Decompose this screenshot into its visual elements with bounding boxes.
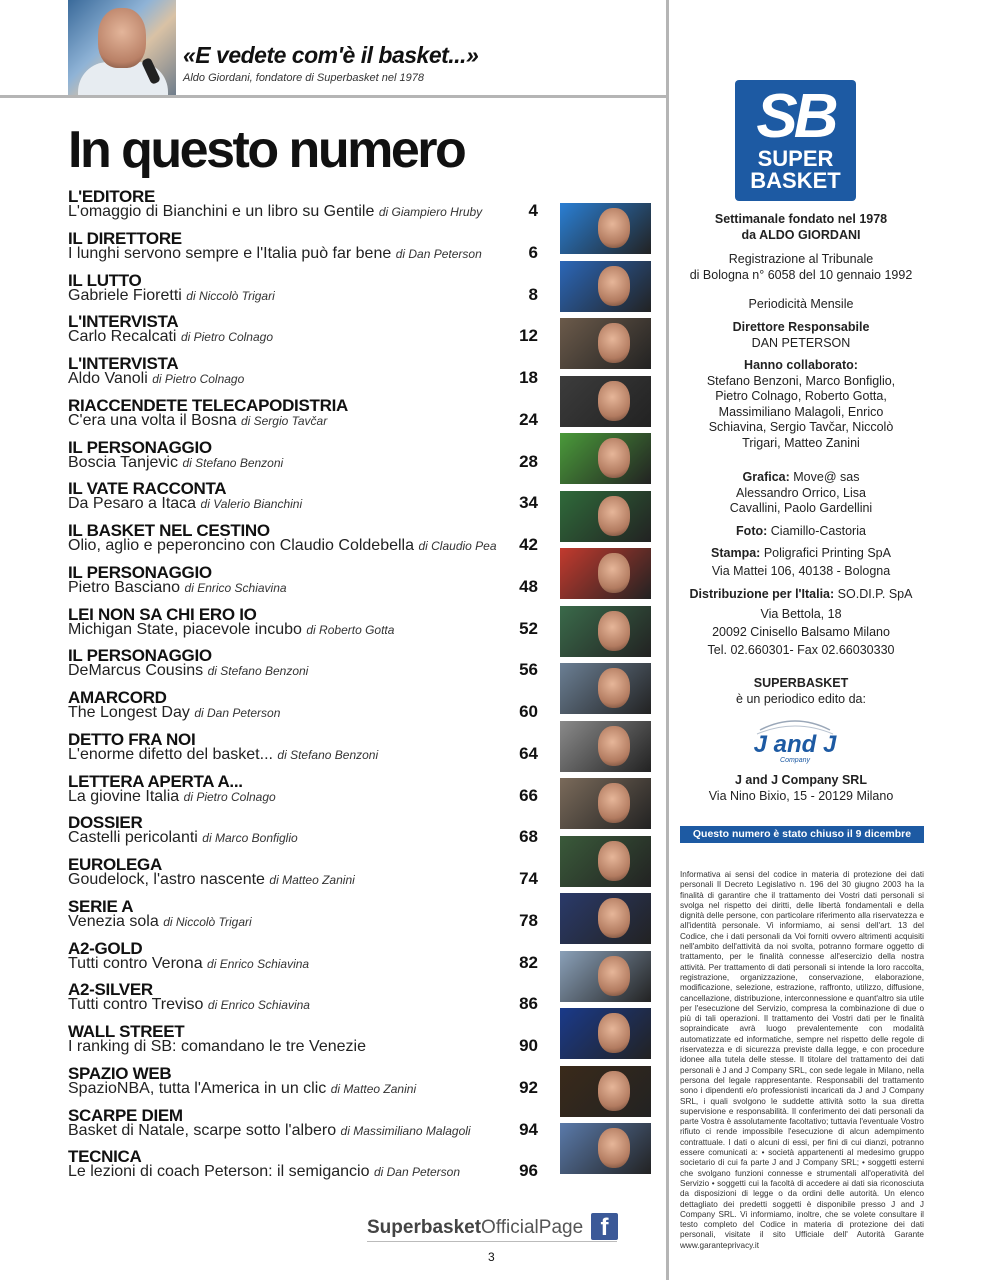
article-thumbnail: [560, 893, 651, 944]
toc-page-number: 78: [519, 910, 538, 930]
distrib-addr2: 20092 Cinisello Balsamo Milano: [712, 625, 890, 639]
toc-headline: Castelli pericolanti: [68, 829, 198, 847]
logo-line2: BASKET: [750, 168, 841, 193]
toc-section: IL VATE RACCONTA: [68, 479, 227, 499]
toc-page-number: 96: [519, 1161, 538, 1181]
toc-section: LETTERA APERTA A...: [68, 771, 243, 791]
jj-logo-text: J and J: [753, 731, 837, 758]
distrib-tel: Tel. 02.660301- Fax 02.66030330: [707, 643, 895, 657]
toc-headline: Venezia sola: [68, 912, 159, 930]
toc-headline-line: [68, 1122, 471, 1140]
toc-headline-line: [68, 287, 275, 305]
header-quote-attribution: Aldo Giordani, fondatore di Superbasket nel 1978: [183, 72, 424, 84]
toc-headline-line: [68, 621, 394, 639]
publisher-line: è un periodico edito da:: [736, 691, 866, 706]
stampa-value: Poligrafici Printing SpA: [763, 546, 891, 560]
toc-section: SCARPE DIEM: [68, 1105, 183, 1125]
colophon-periodicity: Periodicità Mensile: [748, 297, 854, 311]
toc-author: di Marco Bonfiglio: [202, 831, 298, 846]
toc-author: di Pietro Colnago: [152, 372, 245, 386]
facebook-label-rest: OfficialPage: [481, 1217, 584, 1238]
jj-logo-sub: Company: [780, 757, 810, 764]
toc-page-number: 74: [519, 869, 538, 888]
distrib-addr1: Via Bettola, 18: [760, 607, 842, 621]
toc-author: di Pietro Colnago: [180, 330, 273, 345]
article-thumbnail: [560, 836, 651, 887]
header-quote: «E vedete com'è il basket...»: [183, 42, 479, 68]
toc-author: di Stefano Benzoni: [207, 664, 309, 679]
grafica-people: Alessandro Orrico, Lisa Cavallini, Paolo Gardellini: [729, 485, 873, 515]
colophon-collaborators: [680, 358, 922, 451]
toc-headline: L'omaggio di Bianchini e un libro su Gentile: [68, 203, 375, 220]
toc-headline: Boscia Tanjevic: [68, 453, 178, 471]
grafica-label: Grafica:: [742, 470, 790, 484]
founded-text: Settimanale fondato nel 1978: [714, 212, 888, 226]
toc-headline: Olio, aglio e peperoncino con Claudio Coldebella: [68, 537, 415, 554]
colophon-director: [680, 320, 922, 351]
toc-author: di Enrico Schiavina: [207, 998, 310, 1013]
toc-headline-line: [68, 495, 302, 513]
toc-headline-line: [68, 829, 298, 847]
toc-page-number: 52: [519, 618, 538, 638]
distrib-label: Distribuzione per l'Italia:: [689, 587, 835, 601]
toc-headline: C'era una volta il Bosna: [68, 411, 237, 429]
article-thumbnail: [560, 1008, 651, 1059]
collab-names: Stefano Benzoni, Marco Bonfiglio, Pietro Colnago, Roberto Gotta, Massimiliano Malagoli, Enrico Schiavina, Sergio Tavčar, Niccolò Trigari, Matteo Zanini: [706, 373, 896, 450]
toc-author: di Matteo Zanini: [269, 873, 355, 887]
toc-section: IL LUTTO: [68, 270, 142, 290]
page-title: In questo numero: [68, 121, 465, 179]
toc-author: di Enrico Schiavina: [184, 580, 287, 595]
toc-headline-line: [68, 203, 482, 221]
toc-headline: Aldo Vanoli: [68, 370, 148, 387]
footer-rule: [367, 1241, 617, 1242]
toc-headline-line: [68, 454, 283, 472]
toc-page-number: 24: [519, 409, 538, 429]
article-thumbnail: [560, 1066, 651, 1117]
toc-page-number: 18: [519, 368, 538, 387]
privacy-notice: Informativa ai sensi del codice in materia di protezione dei dati personali Il Decreto Legislativo n. 196 del 30 giugno 2003 ha la finalità di garantire che il trattamento dei Vostri dati personali si svolga nel rispetto dei diritti, delle libertà fondamentali e della dignità delle persone, con particolare riferimento alla riservatezza e all'identità personale. Vi informiamo, ai sensi dell'art. 13 del Codice, che i dati personali da Voi forniti ovvero altrimenti acquisiti nell'ambito dell'attività da noi svolta, potranno formare oggetto di trattamento, per le finalità connesse all'esercizio della nostra attività. Per trattamento di dati personali si intende la loro raccolta, registrazione, organizzazione, conservazione, elaborazione, modificazione, selezione, estrazione, raffronto, utilizzo, diffusione, cancellazione, distribuzione, interconnessione e quant'altro sia utile per l'esecuzione del Servizio, compresa la combinazione di due o più di tali operazioni. Il trattamento dei Vostri dati per le finalità sopraindicate avrà luogo prevalentemente con modalità automatizzate ed informatiche, sempre nel rispetto delle regole di riservatezza e di sicurezza previste dalla legge, e con procedure idonee alla tutela delle stesse. Il titolare del trattamento dei dati personali è J and J Company SRL, con sede legale in Milano, nella persona del legale rappresentante. Responsabili del trattamento sono i dipendenti e/o professionisti incaricati da J and J Company SRL, i quali svolgono le suddette attività sotto la sua diretta supervisione e responsabilità. Il conferimento dei dati personali da parte Vostra è assolutamente facoltativo; tuttavia l'eventuale Vostro rifiuto ci rende impossibile l'esecuzione di alcun adempimento contrattuale. I dati o alcuni di essi, per fini di cui dianzi, potranno essere comunicati a: • società appartenenti al medesimo gruppo societario di cui fa parte J and J Company SRL; • soggetti esterni che svolgano funzioni connesse e strumentali all'operatività del Servizio • soggetti cui la facoltà di accedere ai dati sia riconosciuta da disposizioni di legge o da ordini delle autorità. Un elenco dettagliato dei predetti soggetti è disponibile presso J and J Company SRL. Vi informiamo, inoltre, che se volete consultare il testo completo del Codice in materia di protezione dei dati personali, visitate il sito Ufficiale dell' Autorità Garante www.garanteprivacy.it: [680, 870, 924, 1250]
column-divider: [666, 0, 669, 1280]
toc-author: di Matteo Zanini: [330, 1081, 417, 1096]
logo-mark: SB: [756, 82, 835, 151]
toc-section: IL PERSONAGGIO: [68, 437, 212, 457]
superbasket-logo: [735, 80, 856, 201]
colophon-grafica: [680, 470, 922, 517]
article-thumbnail: [560, 318, 651, 369]
toc-section: EUROLEGA: [68, 855, 162, 874]
distrib-value: SO.DI.P. SpA: [837, 587, 913, 601]
facebook-icon[interactable]: f: [591, 1213, 618, 1240]
toc-headline-line: [68, 245, 482, 263]
toc-author: di Sergio Tavčar: [240, 413, 328, 428]
toc-author: di Giampiero Hruby: [378, 205, 483, 219]
toc-page-number: 8: [528, 284, 538, 304]
toc-author: di Massimiliano Malagoli: [340, 1123, 471, 1138]
toc-page-number: 90: [519, 1036, 538, 1055]
registration-line2: di Bologna n° 6058 del 10 gennaio 1992: [689, 267, 913, 282]
toc-page-number: 56: [519, 660, 538, 680]
toc-author: di Dan Peterson: [373, 1165, 461, 1180]
collab-label: Hanno collaborato:: [744, 358, 858, 372]
colophon-foto: [680, 524, 922, 540]
toc-page-number: 4: [528, 201, 538, 220]
toc-section: DOSSIER: [68, 813, 143, 833]
facebook-label-bold: Superbasket: [367, 1217, 482, 1238]
toc-headline: SpazioNBA, tutta l'America in un clic: [68, 1079, 327, 1097]
toc-author: di Niccolò Trigari: [186, 288, 275, 303]
director-label: Direttore Responsabile: [732, 320, 870, 334]
toc-page-number: 92: [519, 1077, 538, 1097]
director-name: DAN PETERSON: [751, 335, 851, 350]
colophon-stampa: [680, 546, 922, 581]
article-thumbnail: [560, 548, 651, 599]
toc-author: di Stefano Benzoni: [277, 747, 379, 762]
toc-section: L'INTERVISTA: [68, 312, 179, 332]
toc-page-number: 60: [519, 702, 538, 721]
toc-headline: The Longest Day: [68, 704, 190, 721]
colophon-registration: [680, 252, 922, 283]
toc-headline-line: [68, 746, 378, 764]
toc-section: A2-GOLD: [68, 938, 143, 958]
toc-headline-line: [68, 871, 355, 889]
toc-headline: I ranking di SB: comandano le tre Venezie: [68, 1038, 366, 1055]
stampa-address: Via Mattei 106, 40138 - Bologna: [711, 563, 891, 578]
toc-section: DETTO FRA NOI: [68, 729, 196, 749]
toc-headline: L'enorme difetto del basket...: [68, 745, 273, 763]
article-thumbnail: [560, 721, 651, 772]
toc-headline: Tutti contro Treviso: [68, 996, 204, 1014]
toc-section: A2-SILVER: [68, 980, 153, 1000]
closed-notice: Questo numero è stato chiuso il 9 dicembre 2014: [680, 826, 924, 843]
colophon-distribution: [680, 587, 922, 603]
toc-headline: Michigan State, piacevole incubo: [68, 620, 302, 638]
toc-page-number: 12: [519, 326, 538, 346]
toc-headline: Da Pesaro a Itaca: [68, 495, 197, 513]
toc-section: TECNICA: [68, 1147, 142, 1167]
toc-headline: Goudelock, l'astro nascente: [68, 871, 265, 888]
toc-author: di Stefano Benzoni: [182, 455, 284, 470]
toc-headline: Pietro Basciano: [68, 578, 181, 596]
toc-headline-line: [68, 704, 280, 722]
article-thumbnail: [560, 663, 651, 714]
toc-headline-line: [68, 1163, 460, 1181]
logo-line1: SUPER: [757, 146, 834, 171]
company-name: J and J Company SRL: [735, 773, 867, 787]
article-thumbnail: [560, 203, 651, 254]
jj-company-logo: [745, 716, 845, 764]
article-thumbnail: [560, 261, 651, 312]
company-address: Via Nino Bixio, 15 - 20129 Milano: [708, 788, 894, 803]
toc-headline: Carlo Recalcati: [68, 328, 177, 346]
toc-section: WALL STREET: [68, 1022, 185, 1041]
article-thumbnail: [560, 606, 651, 657]
toc-section: SERIE A: [68, 896, 134, 916]
toc-headline: La giovine Italia: [68, 787, 180, 805]
article-thumbnail: [560, 951, 651, 1002]
toc-headline-line: [68, 412, 327, 430]
toc-headline-line: [68, 328, 273, 346]
toc-section: LEI NON SA CHI ERO IO: [68, 604, 257, 624]
article-thumbnail: [560, 778, 651, 829]
toc-headline-line: [68, 370, 244, 388]
toc-page-number: 6: [528, 242, 538, 262]
colophon-publisher: [680, 676, 922, 707]
registration-line1: Registrazione al Tribunale: [728, 252, 874, 266]
toc-page-number: 94: [519, 1119, 538, 1139]
toc-headline-line: [68, 1080, 416, 1098]
publisher-name: SUPERBASKET: [753, 676, 849, 690]
toc-headline-line: [68, 537, 497, 555]
toc-page-number: 68: [519, 827, 538, 847]
toc-headline-line: [68, 955, 309, 973]
toc-headline-line: [68, 662, 308, 680]
toc-headline: I lunghi servono sempre e l'Italia può far bene: [68, 244, 392, 262]
toc-headline: Basket di Natale, scarpe sotto l'albero: [68, 1121, 337, 1139]
facebook-page-label[interactable]: [367, 1217, 583, 1239]
toc-section: IL BASKET NEL CESTINO: [68, 521, 270, 540]
toc-author: di Niccolò Trigari: [163, 914, 252, 929]
toc-section: RIACCENDETE TELECAPODISTRIA: [68, 395, 348, 415]
toc-page-number: 48: [519, 576, 538, 596]
colophon-company: [680, 773, 922, 804]
toc-headline: Le lezioni di coach Peterson: il semigancio: [68, 1163, 370, 1181]
toc-section: IL PERSONAGGIO: [68, 562, 212, 582]
toc-headline-line: [68, 579, 287, 597]
toc-section: AMARCORD: [68, 688, 167, 707]
toc-headline-line: [68, 1038, 366, 1056]
toc-section: IL PERSONAGGIO: [68, 646, 212, 666]
toc-section: IL DIRETTORE: [68, 228, 182, 248]
toc-headline: Tutti contro Verona: [68, 954, 203, 972]
header-rule: [0, 95, 667, 98]
toc-author: di Valerio Bianchini: [200, 497, 303, 512]
toc-headline-line: [68, 788, 276, 806]
article-thumbnail: [560, 376, 651, 427]
toc-page-number: 64: [519, 743, 538, 763]
founder-text: da ALDO GIORDANI: [741, 227, 861, 242]
toc-page-number: 42: [519, 535, 538, 554]
toc-page-number: 34: [519, 493, 538, 513]
toc-headline: Gabriele Fioretti: [68, 286, 182, 304]
article-thumbnail: [560, 1123, 651, 1174]
grafica-value: Move@ sas: [793, 470, 860, 484]
toc-author: di Dan Peterson: [194, 706, 281, 720]
toc-headline-line: [68, 913, 252, 931]
toc-page-number: 66: [519, 785, 538, 805]
toc-author: di Pietro Colnago: [183, 789, 276, 804]
toc-author: di Dan Peterson: [395, 246, 482, 261]
toc-page-number: 28: [519, 451, 538, 471]
toc-page-number: 82: [519, 952, 538, 972]
stampa-label: Stampa:: [711, 546, 761, 560]
foto-value: Ciamillo-Castoria: [770, 524, 866, 538]
toc-author: di Claudio Pea: [418, 539, 497, 553]
article-thumbnail: [560, 433, 651, 484]
toc-headline: DeMarcus Cousins: [68, 662, 204, 680]
toc-headline-line: [68, 996, 310, 1014]
foto-label: Foto:: [736, 524, 768, 538]
toc-section: L'EDITORE: [68, 187, 155, 206]
toc-author: di Roberto Gotta: [306, 622, 395, 637]
founder-photo: [68, 0, 176, 95]
toc-section: SPAZIO WEB: [68, 1063, 172, 1083]
toc-author: di Enrico Schiavina: [207, 956, 310, 971]
toc-page-number: 86: [519, 994, 538, 1014]
toc-section: L'INTERVISTA: [68, 354, 179, 373]
colophon-distribution-address: [680, 605, 922, 659]
article-thumbnail: [560, 491, 651, 542]
colophon-founded: [680, 212, 922, 243]
page-number: 3: [488, 1250, 495, 1264]
